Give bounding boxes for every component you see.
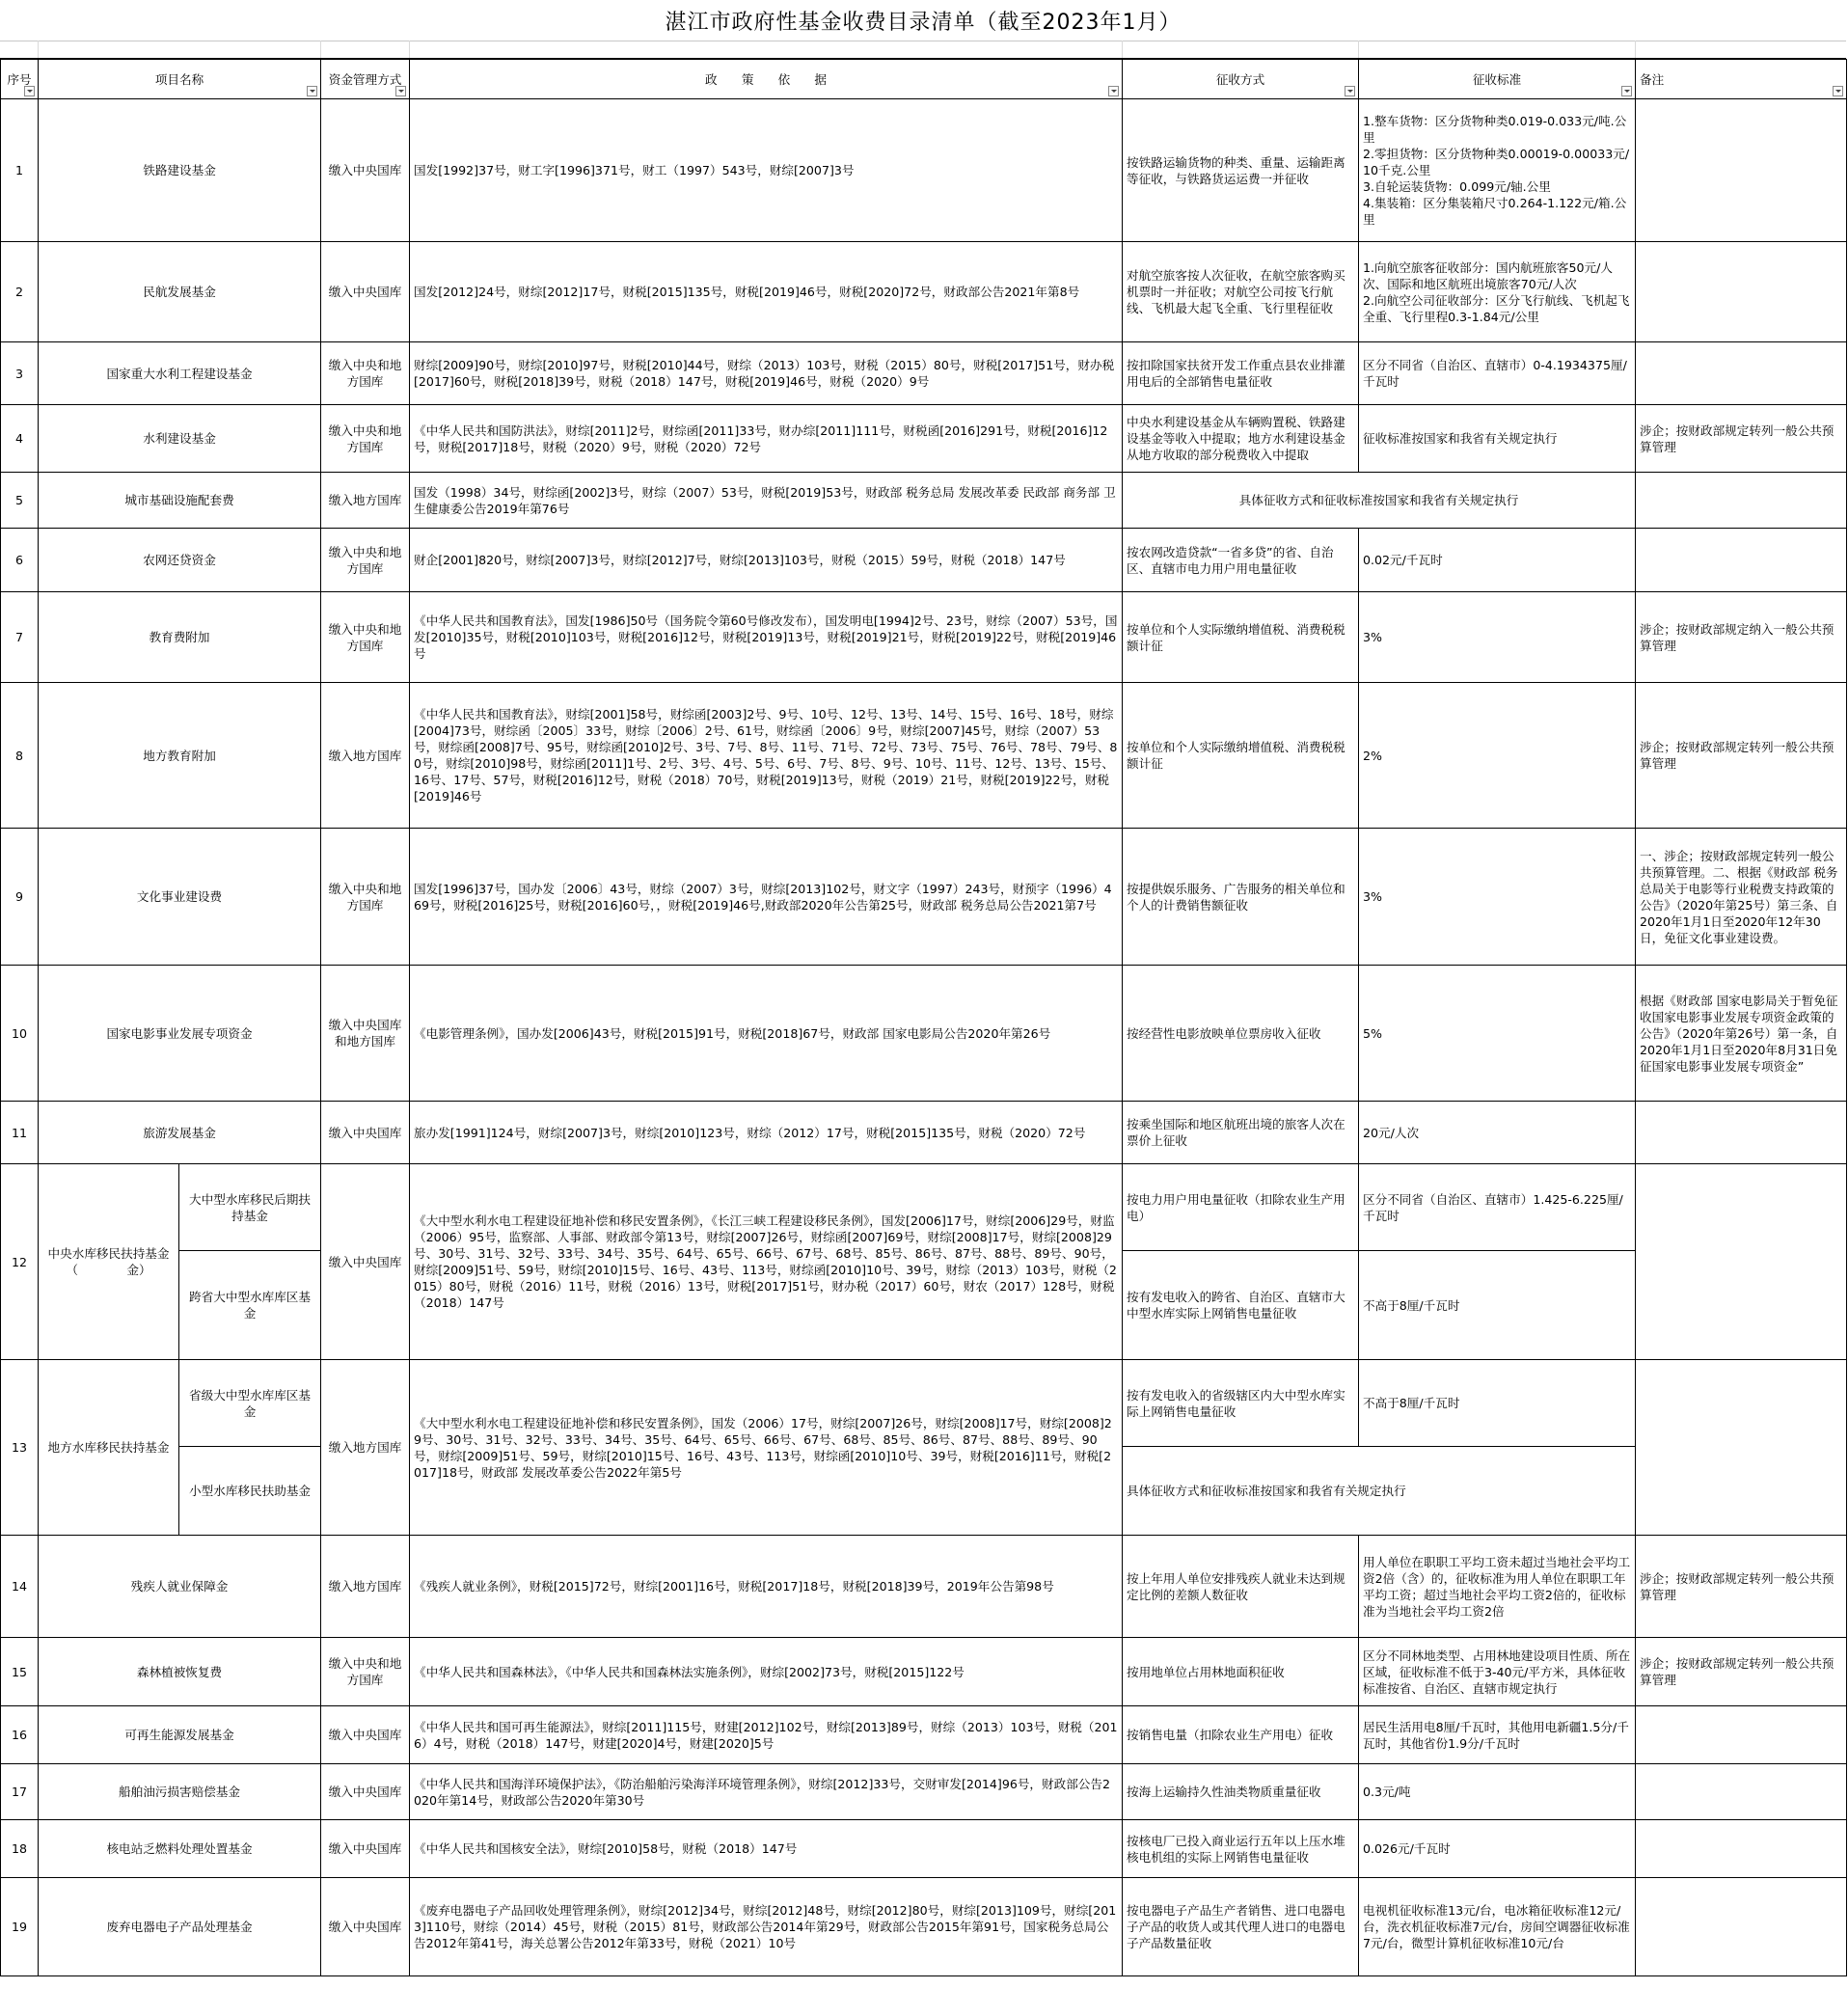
remark	[1636, 1164, 1847, 1360]
sub-project-name: 跨省大中型水库库区基金	[179, 1251, 321, 1360]
remark: 涉企；按财政部规定转列一般公共预算管理	[1636, 1638, 1847, 1706]
policy-basis: 《大中型水利水电工程建设征地补偿和移民安置条例》，国发（2006）17号，财综[2007]26号，财综[2008]17号，财综[2008]29号、30号、31号、32号、33号、34号、35号、64号、65号、66号、67号、68号、85号、86号、87号、88号、89号、90号，财综[2009]51号、59号，财综[2010]15号、16号、43号、113号，财综函[2010]10号、39号，财税[2016]11号，财税[2017]18号，财政部 发展改革委公告2022年第5号	[410, 1360, 1123, 1536]
remark	[1636, 342, 1847, 405]
policy-basis: 财综[2009]90号，财综[2010]97号，财税[2010]44号，财综（2013）103号，财税（2015）80号，财税[2017]51号，财办税[2017]60号，财税[2018]39号，财税（2018）147号，财税[2019]46号，财税（2020）9号	[410, 342, 1123, 405]
fund-management: 缴入中央和地方国库	[321, 342, 410, 405]
collection-standard: 不高于8厘/千瓦时	[1359, 1360, 1636, 1447]
fund-management: 缴入中央国库	[321, 1706, 410, 1764]
table-row	[1, 1360, 1847, 1447]
remark: 根据《财政部 国家电影局关于暂免征收国家电影事业发展专项资金政策的公告》（2020年第26号）第一条，自2020年1月1日至2020年8月31日免征国家电影事业发展专项资金”	[1636, 966, 1847, 1102]
fund-management: 缴入地方国库	[321, 683, 410, 829]
collection-standard: 区分不同省（自治区、直辖市）1.425-6.225厘/千瓦时	[1359, 1164, 1636, 1251]
sheet-title: 湛江市政府性基金收费目录清单（截至2023年1月）	[0, 0, 1846, 41]
row-number: 12	[1, 1164, 39, 1360]
project-name: 地方教育附加	[39, 683, 321, 829]
collection-method: 按用地单位占用林地面积征收	[1123, 1638, 1359, 1706]
table-row	[1, 1102, 1847, 1164]
fund-management: 缴入地方国库	[321, 1360, 410, 1536]
project-name: 船舶油污损害赔偿基金	[39, 1764, 321, 1820]
row-number: 17	[1, 1764, 39, 1820]
project-name: 可再生能源发展基金	[39, 1706, 321, 1764]
sub-project-name: 小型水库移民扶助基金	[179, 1447, 321, 1536]
filter-dropdown-icon[interactable]	[1833, 86, 1843, 96]
collection-standard: 0.3元/吨	[1359, 1764, 1636, 1820]
table-row	[1, 1536, 1847, 1638]
fund-management: 缴入中央国库	[321, 1164, 410, 1360]
collection-method: 按单位和个人实际缴纳增值税、消费税税额计征	[1123, 592, 1359, 683]
table-row	[1, 242, 1847, 342]
table-row	[1, 405, 1847, 473]
collection-standard: 区分不同省（自治区、直辖市）0-4.1934375厘/千瓦时	[1359, 342, 1636, 405]
fund-management: 缴入地方国库	[321, 473, 410, 529]
merged-method-standard: 具体征收方式和征收标准按国家和我省有关规定执行	[1123, 1447, 1636, 1536]
merged-method-standard: 具体征收方式和征收标准按国家和我省有关规定执行	[1123, 473, 1636, 529]
policy-basis: 《中华人民共和国可再生能源法》，财综[2011]115号，财建[2012]102号，财综[2013]89号，财综（2013）103号，财税（2016）4号，财税（2018）147号，财建[2020]4号，财建[2020]5号	[410, 1706, 1123, 1764]
remark	[1636, 1706, 1847, 1764]
project-name: 森林植被恢复费	[39, 1638, 321, 1706]
row-number: 9	[1, 829, 39, 966]
fund-management: 缴入中央和地方国库	[321, 829, 410, 966]
collection-method: 按铁路运输货物的种类、重量、运输距离等征收，与铁路货运运费一并征收	[1123, 99, 1359, 242]
row-number: 14	[1, 1536, 39, 1638]
table-row	[1, 1164, 1847, 1251]
row-number: 15	[1, 1638, 39, 1706]
filter-dropdown-icon[interactable]	[1108, 86, 1119, 96]
table-row	[1, 592, 1847, 683]
collection-method: 按电力用户用电量征收（扣除农业生产用电）	[1123, 1164, 1359, 1251]
collection-standard: 区分不同林地类型、占用林地建设项目性质、所在区域，征收标准不低于3-40元/平方米，具体征收标准按省、自治区、直辖市规定执行	[1359, 1638, 1636, 1706]
collection-method: 按单位和个人实际缴纳增值税、消费税税额计征	[1123, 683, 1359, 829]
fund-management: 缴入中央和地方国库	[321, 1638, 410, 1706]
collection-method: 按销售电量（扣除农业生产用电）征收	[1123, 1706, 1359, 1764]
policy-basis: 《中华人民共和国核安全法》，财综[2010]58号，财税（2018）147号	[410, 1820, 1123, 1878]
row-number: 18	[1, 1820, 39, 1878]
project-name: 国家电影事业发展专项资金	[39, 966, 321, 1102]
policy-basis: 《中华人民共和国防洪法》，财综[2011]2号，财综函[2011]33号，财办综[2011]111号，财税函[2016]291号，财税[2016]12号，财税[2017]18号，财税（2020）9号，财税（2020）72号	[410, 405, 1123, 473]
fund-management: 缴入中央和地方国库	[321, 529, 410, 592]
collection-method: 按有发电收入的跨省、自治区、直辖市大中型水库实际上网销售电量征收	[1123, 1251, 1359, 1360]
row-number: 19	[1, 1878, 39, 1976]
project-name: 废弃电器电子产品处理基金	[39, 1878, 321, 1976]
project-group-name: 地方水库移民扶持基金	[39, 1360, 179, 1536]
fund-management: 缴入地方国库	[321, 1536, 410, 1638]
row-number: 7	[1, 592, 39, 683]
table-row	[1, 829, 1847, 966]
fund-management: 缴入中央国库	[321, 1764, 410, 1820]
fund-management: 缴入中央国库和地方国库	[321, 966, 410, 1102]
project-name: 旅游发展基金	[39, 1102, 321, 1164]
fund-management: 缴入中央和地方国库	[321, 592, 410, 683]
row-number: 1	[1, 99, 39, 242]
row-number: 2	[1, 242, 39, 342]
fund-management: 缴入中央国库	[321, 1820, 410, 1878]
remark: 涉企；按财政部规定转列一般公共预算管理	[1636, 405, 1847, 473]
collection-method: 按乘坐国际和地区航班出境的旅客人次在票价上征收	[1123, 1102, 1359, 1164]
remark	[1636, 1820, 1847, 1878]
collection-standard: 不高于8厘/千瓦时	[1359, 1251, 1636, 1360]
remark	[1636, 529, 1847, 592]
row-number: 11	[1, 1102, 39, 1164]
project-name: 教育费附加	[39, 592, 321, 683]
policy-basis: 《大中型水利水电工程建设征地补偿和移民安置条例》，《长江三峡工程建设移民条例》，国发[2006]17号，财综[2006]29号，财监（2006）95号，监察部、人事部、财政部令第13号，财综[2007]26号，财综函[2007]69号，财综[2008]17号，财综[2008]29号、30号、31号、32号、33号、34号、35号、64号、65号、66号、67号、68号、85号、86号、87号、88号、89号、90号，财综[2009]51号、59号，财综[2010]15号、16号、43号、113号，财综函[2010]10号、39号，财综（2013）103号，财税（2015）80号，财税（2016）11号，财税（2016）13号，财税[2017]51号，财办税（2017）60号，财农（2017）128号，财税（2018）147号	[410, 1164, 1123, 1360]
policy-basis: 《中华人民共和国教育法》，财综[2001]58号，财综函[2003]2号、9号、10号、12号、13号、14号、15号、16号、18号，财综[2004]73号，财综函〔2005〕33号，财综〔2006〕2号、61号，财综函〔2006〕9号，财综[2007]45号，财综（2007）53号，财综函[2008]7号、95号，财综函[2010]2号、3号、7号、8号、11号、71号、72号、73号、75号、76号、78号、79号、80号，财综[2010]98号，财综函[2011]1号、2号、3号、4号、5号、6号、7号、8号、9号、10号、11号、12号、13号、15号、16号、17号、57号，财税[2016]12号，财税（2018）70号，财税[2019]13号，财税（2019）21号，财税[2019]22号，财税[2019]46号	[410, 683, 1123, 829]
table-row	[1, 1820, 1847, 1878]
collection-standard: 用人单位在职职工平均工资未超过当地社会平均工资2倍（含）的，征收标准为用人单位在职职工年平均工资；超过当地社会平均工资2倍的，征收标准为当地社会平均工资2倍	[1359, 1536, 1636, 1638]
remark	[1636, 1360, 1847, 1536]
collection-method: 对航空旅客按人次征收，在航空旅客购买机票时一并征收；对航空公司按飞行航线、飞机最大起飞全重、飞行里程征收	[1123, 242, 1359, 342]
collection-standard: 0.02元/千瓦时	[1359, 529, 1636, 592]
header-row	[1, 60, 1847, 99]
collection-method: 按扣除国家扶贫开发工作重点县农业排灌用电后的全部销售电量征收	[1123, 342, 1359, 405]
remark: 涉企；按财政部规定转列一般公共预算管理	[1636, 1536, 1847, 1638]
row-number: 3	[1, 342, 39, 405]
header-name: 项目名称	[39, 60, 321, 99]
policy-basis: 《中华人民共和国森林法》，《中华人民共和国森林法实施条例》，财综[2002]73号，财税[2015]122号	[410, 1638, 1123, 1706]
table-row	[1, 683, 1847, 829]
table-row	[1, 1638, 1847, 1706]
remark	[1636, 99, 1847, 242]
collection-method: 按提供娱乐服务、广告服务的相关单位和个人的计费销售额征收	[1123, 829, 1359, 966]
table-row	[1, 1878, 1847, 1976]
collection-standard: 3%	[1359, 592, 1636, 683]
row-number: 6	[1, 529, 39, 592]
remark: 涉企；按财政部规定纳入一般公共预算管理	[1636, 592, 1847, 683]
header-no: 序号	[1, 60, 39, 99]
remark: 涉企；按财政部规定转列一般公共预算管理	[1636, 683, 1847, 829]
header-fund: 资金管理方式	[321, 60, 410, 99]
table-row	[1, 966, 1847, 1102]
project-name: 城市基础设施配套费	[39, 473, 321, 529]
project-name: 农网还贷资金	[39, 529, 321, 592]
row-number: 16	[1, 1706, 39, 1764]
collection-standard: 1.整车货物：区分货物种类0.019-0.033元/吨.公里 2.零担货物：区分货物种类0.00019-0.00033元/10千克.公里 3.自轮运装货物：0.099元/轴.公里 4.集装箱：区分集装箱尺寸0.264-1.122元/箱.公里	[1359, 99, 1636, 242]
fund-management: 缴入中央和地方国库	[321, 405, 410, 473]
collection-standard: 0.026元/千瓦时	[1359, 1820, 1636, 1878]
project-group-name: 中央水库移民扶持基金（ 金）	[39, 1164, 179, 1360]
filter-dropdown-icon[interactable]	[1345, 86, 1355, 96]
header-policy: 政 策 依 据	[410, 60, 1123, 99]
fund-management: 缴入中央国库	[321, 99, 410, 242]
table-row	[1, 1706, 1847, 1764]
row-number: 5	[1, 473, 39, 529]
collection-method: 按农网改造贷款“一省多贷”的省、自治区、直辖市电力用户用电量征收	[1123, 529, 1359, 592]
collection-method: 按经营性电影放映单位票房收入征收	[1123, 966, 1359, 1102]
policy-basis: 财企[2001]820号，财综[2007]3号，财综[2012]7号，财综[2013]103号，财税（2015）59号，财税（2018）147号	[410, 529, 1123, 592]
remark	[1636, 242, 1847, 342]
header-method: 征收方式	[1123, 60, 1359, 99]
policy-basis: 国发[2012]24号，财综[2012]17号，财税[2015]135号，财税[2019]46号，财税[2020]72号，财政部公告2021年第8号	[410, 242, 1123, 342]
row-number: 13	[1, 1360, 39, 1536]
project-name: 残疾人就业保障金	[39, 1536, 321, 1638]
fund-management: 缴入中央国库	[321, 242, 410, 342]
collection-standard: 3%	[1359, 829, 1636, 966]
collection-standard: 2%	[1359, 683, 1636, 829]
collection-method: 按电器电子产品生产者销售、进口电器电子产品的收货人或其代理人进口的电器电子产品数量征收	[1123, 1878, 1359, 1976]
table-row	[1, 473, 1847, 529]
collection-method: 按上年用人单位安排残疾人就业未达到规定比例的差额人数征收	[1123, 1536, 1359, 1638]
filter-dropdown-icon[interactable]	[24, 86, 35, 96]
project-name: 铁路建设基金	[39, 99, 321, 242]
table-row	[1, 529, 1847, 592]
sub-project-name: 省级大中型水库库区基金	[179, 1360, 321, 1447]
remark	[1636, 473, 1847, 529]
collection-method: 按有发电收入的省级辖区内大中型水库实际上网销售电量征收	[1123, 1360, 1359, 1447]
policy-basis: 《废弃电器电子产品回收处理管理条例》，财综[2012]34号，财综[2012]48号，财综[2012]80号，财综[2013]109号，财综[2013]110号，财综（2014）45号，财税（2015）81号，财政部公告2014年第29号，财政部公告2015年第91号，国家税务总局公告2012年第41号，海关总署公告2012年第33号，财税（2021）10号	[410, 1878, 1123, 1976]
collection-standard: 5%	[1359, 966, 1636, 1102]
fund-management: 缴入中央国库	[321, 1102, 410, 1164]
project-name: 文化事业建设费	[39, 829, 321, 966]
policy-basis: 《残疾人就业条例》，财税[2015]72号，财综[2001]16号，财税[2017]18号，财税[2018]39号，2019年公告第98号	[410, 1536, 1123, 1638]
remark	[1636, 1102, 1847, 1164]
policy-basis: 《电影管理条例》，国办发[2006]43号，财税[2015]91号，财税[2018]67号，财政部 国家电影局公告2020年第26号	[410, 966, 1123, 1102]
filter-dropdown-icon[interactable]	[1621, 86, 1632, 96]
project-name: 国家重大水利工程建设基金	[39, 342, 321, 405]
fund-management: 缴入中央国库	[321, 1878, 410, 1976]
table-row	[1, 99, 1847, 242]
collection-standard: 征收标准按国家和我省有关规定执行	[1359, 405, 1636, 473]
sub-project-name: 大中型水库移民后期扶持基金	[179, 1164, 321, 1251]
project-name: 水利建设基金	[39, 405, 321, 473]
row-number: 10	[1, 966, 39, 1102]
collection-method: 按海上运输持久性油类物质重量征收	[1123, 1764, 1359, 1820]
project-name: 核电站乏燃料处理处置基金	[39, 1820, 321, 1878]
collection-method: 中央水利建设基金从车辆购置税、铁路建设基金等收入中提取；地方水利建设基金从地方收取的部分税费收入中提取	[1123, 405, 1359, 473]
filter-dropdown-icon[interactable]	[395, 86, 406, 96]
policy-basis: 《中华人民共和国教育法》，国发[1986]50号（国务院令第60号修改发布），国发明电[1994]2号、23号，财综（2007）53号，国发[2010]35号，财税[2010]103号，财税[2016]12号，财税[2019]13号，财税[2019]21号，财税[2019]22号，财税[2019]46号	[410, 592, 1123, 683]
remark	[1636, 1878, 1847, 1976]
collection-method: 按核电厂已投入商业运行五年以上压水堆核电机组的实际上网销售电量征收	[1123, 1820, 1359, 1878]
collection-standard: 居民生活用电8厘/千瓦时，其他用电新疆1.5分/千瓦时，其他省份1.9分/千瓦时	[1359, 1706, 1636, 1764]
project-name: 民航发展基金	[39, 242, 321, 342]
filter-dropdown-icon[interactable]	[307, 86, 317, 96]
row-number: 4	[1, 405, 39, 473]
header-remark: 备注	[1636, 60, 1847, 99]
policy-basis: 国发[1996]37号，国办发〔2006〕43号，财综（2007）3号，财综[2013]102号，财文字（1997）243号，财预字（1996）469号，财税[2016]25号，财税[2016]60号，，财税[2019]46号,财政部2020年公告第25号，财政部 税务总局公告2021第7号	[410, 829, 1123, 966]
empty-row	[0, 41, 1846, 59]
policy-basis: 国发[1992]37号，财工字[1996]371号，财工（1997）543号，财综[2007]3号	[410, 99, 1123, 242]
fund-table	[0, 59, 1847, 1976]
header-standard: 征收标准	[1359, 60, 1636, 99]
table-row	[1, 1764, 1847, 1820]
collection-standard: 电视机征收标准13元/台，电冰箱征收标准12元/台，洗衣机征收标准7元/台，房间空调器征收标准7元/台，微型计算机征收标准10元/台	[1359, 1878, 1636, 1976]
policy-basis: 《中华人民共和国海洋环境保护法》，《防治船舶污染海洋环境管理条例》，财综[2012]33号，交财审发[2014]96号，财政部公告2020年第14号，财政部公告2020年第30号	[410, 1764, 1123, 1820]
remark	[1636, 1764, 1847, 1820]
table-row	[1, 342, 1847, 405]
collection-standard: 20元/人次	[1359, 1102, 1636, 1164]
collection-standard: 1.向航空旅客征收部分：国内航班旅客50元/人次、国际和地区航班出境旅客70元/人次 2.向航空公司征收部分：区分飞行航线、飞机起飞全重、飞行里程0.3-1.84元/公里	[1359, 242, 1636, 342]
policy-basis: 国发（1998）34号，财综函[2002]3号，财综（2007）53号，财税[2019]53号，财政部 税务总局 发展改革委 民政部 商务部 卫生健康委公告2019年第76号	[410, 473, 1123, 529]
remark: 一、涉企；按财政部规定转列一般公共预算管理。二、根据《财政部 税务总局关于电影等行业税费支持政策的公告》（2020年第25号）第三条、自2020年1月1日至2020年12年30日，免征文化事业建设费。	[1636, 829, 1847, 966]
row-number: 8	[1, 683, 39, 829]
policy-basis: 旅办发[1991]124号，财综[2007]3号，财综[2010]123号，财综（2012）17号，财税[2015]135号，财税（2020）72号	[410, 1102, 1123, 1164]
